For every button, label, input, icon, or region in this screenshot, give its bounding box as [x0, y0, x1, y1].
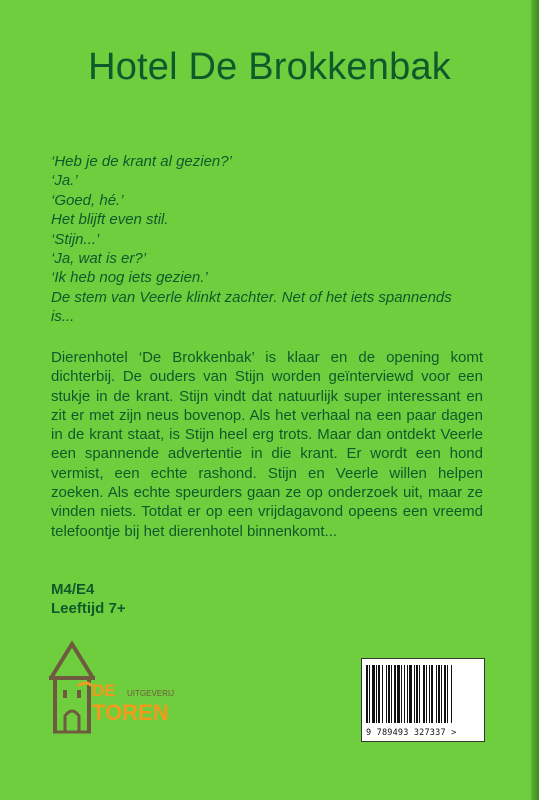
barcode-bar: [423, 665, 425, 723]
barcode-bars: [366, 665, 480, 723]
quote-line: De stem van Veerle klinkt zachter. Net of het iets spannends: [51, 288, 452, 306]
barcode-bar: [378, 665, 380, 723]
barcode-bar: [431, 665, 433, 723]
quote-line: ‘Ja.’: [51, 172, 78, 190]
barcode-bar: [376, 665, 377, 723]
age-label: Leeftijd 7+: [51, 600, 126, 618]
barcode-bar: [409, 665, 412, 723]
barcode-bar: [394, 665, 396, 723]
quote-line: ‘Ik heb nog iets gezien.’: [51, 269, 208, 287]
quote-block: [51, 152, 491, 327]
barcode-bar: [382, 665, 383, 723]
barcode-bar: [429, 665, 430, 723]
quote-line: ‘Goed, hé.’: [51, 191, 124, 209]
logo-word-de: DE: [92, 681, 116, 700]
publisher-logo: [48, 640, 198, 735]
barcode-bar: [372, 665, 375, 723]
barcode-bar: [419, 665, 420, 723]
barcode-bar: [404, 665, 405, 723]
reading-level-block: [51, 580, 126, 619]
barcode-bar: [444, 665, 446, 723]
barcode-bar: [414, 665, 415, 723]
quote-line: is...: [51, 308, 75, 326]
quote-line: Het blijft even stil.: [51, 211, 169, 229]
isbn-number: 9 789493 327337 >: [366, 728, 457, 738]
book-title: Hotel De Brokkenbak: [88, 46, 451, 88]
barcode-bar: [426, 665, 427, 723]
barcode-bar: [401, 665, 402, 723]
cover-edge: [531, 0, 539, 800]
blurb-text: Dierenhotel ‘De Brokkenbak’ is klaar en de opening komt dichterbij. De ouders van Stijn worden geïnterviewd voor een stukje in de krant. Stijn vindt dat natuurlijk super interessant en zit er met zijn neus bovenop. Als het verhaal na een paar dagen in de krant staat, is Stijn heel erg trots. Maar dan ontdekt Veerle een spannende advertentie in die krant. Er wordt een hond vermist, een echte rashond. Stijn en Veerle willen helpen zoeken. Als echte speurders gaan ze op onderzoek uit, maar ze vinden niets. Totdat er op een vrijdagavond opeens een vreemd telefoontje bij het dierenhotel binnenkomt...: [51, 349, 483, 540]
tower-icon: [48, 640, 198, 735]
barcode-bar: [441, 665, 442, 723]
barcode-bar: [436, 665, 437, 723]
logo-word-toren: TOREN: [92, 700, 169, 725]
quote-line: ‘Heb je de krant al gezien?’: [51, 153, 232, 170]
barcode-bar: [366, 665, 368, 723]
barcode-bar: [451, 665, 452, 723]
barcode-bar: [407, 665, 408, 723]
barcode-bar: [391, 665, 392, 723]
logo-word-uitgeverij: UITGEVERIJ: [127, 689, 175, 698]
quote-line: ‘Stijn...’: [51, 230, 100, 248]
barcode-bar: [447, 665, 448, 723]
barcode-bar: [386, 665, 387, 723]
reading-level: M4/E4: [51, 581, 95, 598]
barcode: [361, 658, 485, 742]
barcode-bar: [416, 665, 418, 723]
quote-line: ‘Ja, wat is er?’: [51, 250, 147, 268]
barcode-bar: [438, 665, 440, 723]
barcode-bar: [369, 665, 370, 723]
barcode-bar: [388, 665, 390, 723]
barcode-bar: [397, 665, 400, 723]
